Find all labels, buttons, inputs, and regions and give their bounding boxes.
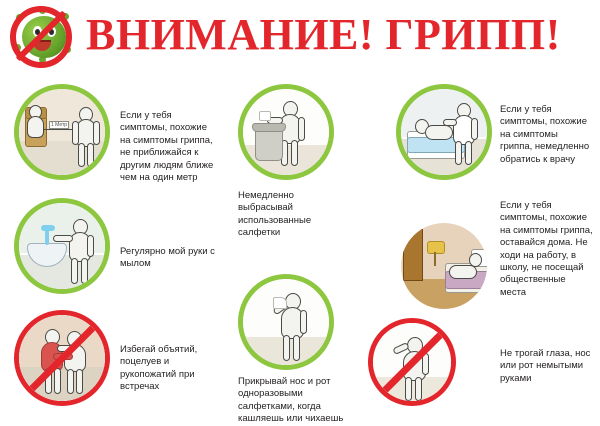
tip-stay-home-text: Если у тебя симптомы, похожие на симптомы гриппа, оставайся дома. Не ходи на работу, в школу, не посещай общественные места	[500, 200, 593, 298]
virus-prohibited-icon	[6, 4, 88, 68]
discard-tissues-icon	[238, 84, 334, 180]
dont-touch-face-icon	[368, 318, 456, 406]
keep-distance-icon	[14, 84, 110, 180]
see-doctor-icon	[396, 84, 492, 180]
cover-mouth-icon	[238, 274, 334, 370]
no-hugs-icon	[14, 310, 110, 406]
page-title: ВНИМАНИЕ! ГРИПП!	[86, 10, 561, 59]
tip-discard-tissues-text: Немедленно выбрасывай использованные салфетки	[238, 190, 312, 239]
poster-header	[0, 0, 600, 72]
tip-no-hugs-text: Избегай объятий, поцелуев и рукопожатий при встречах	[120, 344, 198, 393]
tip-keep-distance-text: Если у тебя симптомы, похожие на симптомы гриппа, не приближайся к другим людям ближе чем на один метр	[120, 110, 214, 184]
tip-see-doctor-text: Если у тебя симптомы, похожие на симптомы гриппа, немедленно обратись к врачу	[500, 104, 590, 165]
stay-home-icon	[396, 218, 492, 314]
distance-label: 1 Метр	[51, 122, 68, 128]
tip-wash-hands-text: Регулярно мой руки с мылом	[120, 246, 215, 270]
tip-cover-mouth-text: Прикрывай нос и рот одноразовыми салфетками, когда кашляешь или чихаешь	[238, 376, 344, 425]
tip-dont-touch-face-text: Не трогай глаза, нос или рот немытыми руками	[500, 348, 591, 384]
wash-hands-icon	[14, 198, 110, 294]
